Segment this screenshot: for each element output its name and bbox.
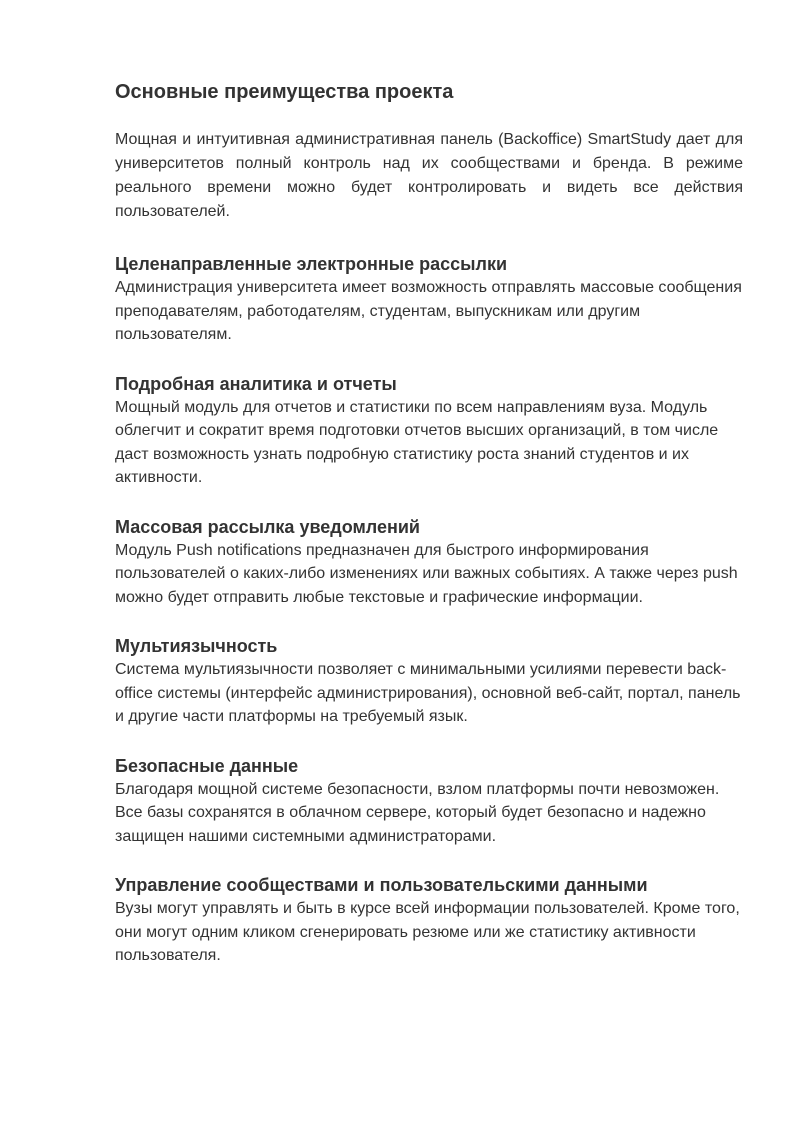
section-body: Модуль Push notifications предназначен для быстрого информирования пользователей о каких-либо изменениях или важных событиях. А также через push можно будет отправить любые текстовые и графические информации. xyxy=(115,541,738,606)
section-heading: Мультиязычность xyxy=(115,636,278,656)
section-multilanguage xyxy=(115,634,743,729)
section-heading: Безопасные данные xyxy=(115,755,299,776)
section-heading: Управление сообществами и пользовательскими данными xyxy=(115,875,648,895)
section-body: Мощный модуль для отчетов и статистики по всем направлениям вуза. Модуль облегчит и сократит время подготовки отчетов высших организаций, в том числе даст возможность узнать подробную статистику роста знаний студентов и их активности. xyxy=(115,398,719,486)
section-targeted-mailings xyxy=(115,252,743,347)
section-body: Благодаря мощной системе безопасности, взлом платформы почти невозможен. Все базы сохранятся в облачном сервере, который будет безопасно и надежно защищен нашими системными администраторами. xyxy=(115,780,720,845)
section-body: Администрация университета имеет возможность отправлять массовые сообщения преподавателям, работодателям, студентам, выпускникам или другим пользователям. xyxy=(115,279,742,343)
section-body: Система мультиязычности позволяет с минимальными усилиями перевести back-office системы (интерфейс администрирования), основной веб-сайт, портал, панель и другие части платформы на требуемый язык. xyxy=(115,661,741,725)
section-body: Вузы могут управлять и быть в курсе всей информации пользователей. Кроме того, они могут одним кликом сгенерировать резюме или же статистику активности пользователя. xyxy=(115,900,740,964)
section-heading: Подробная аналитика и отчеты xyxy=(115,373,397,394)
section-secure-data xyxy=(115,754,743,849)
intro-paragraph: Мощная и интуитивная административная панель (Backoffice) SmartStudy дает для университетов полный контроль над их сообществами и бренда. В режиме реального времени можно будет контролировать и видеть все действия пользователей. xyxy=(115,131,743,220)
document-title: Основные преимущества проекта xyxy=(115,81,454,103)
document-content xyxy=(115,78,743,993)
section-community-management xyxy=(115,873,743,968)
section-push-notifications xyxy=(115,515,743,610)
section-heading: Массовая рассылка уведомлений xyxy=(115,516,420,537)
section-heading: Целенаправленные электронные рассылки xyxy=(115,254,508,274)
section-analytics-reports xyxy=(115,372,743,490)
